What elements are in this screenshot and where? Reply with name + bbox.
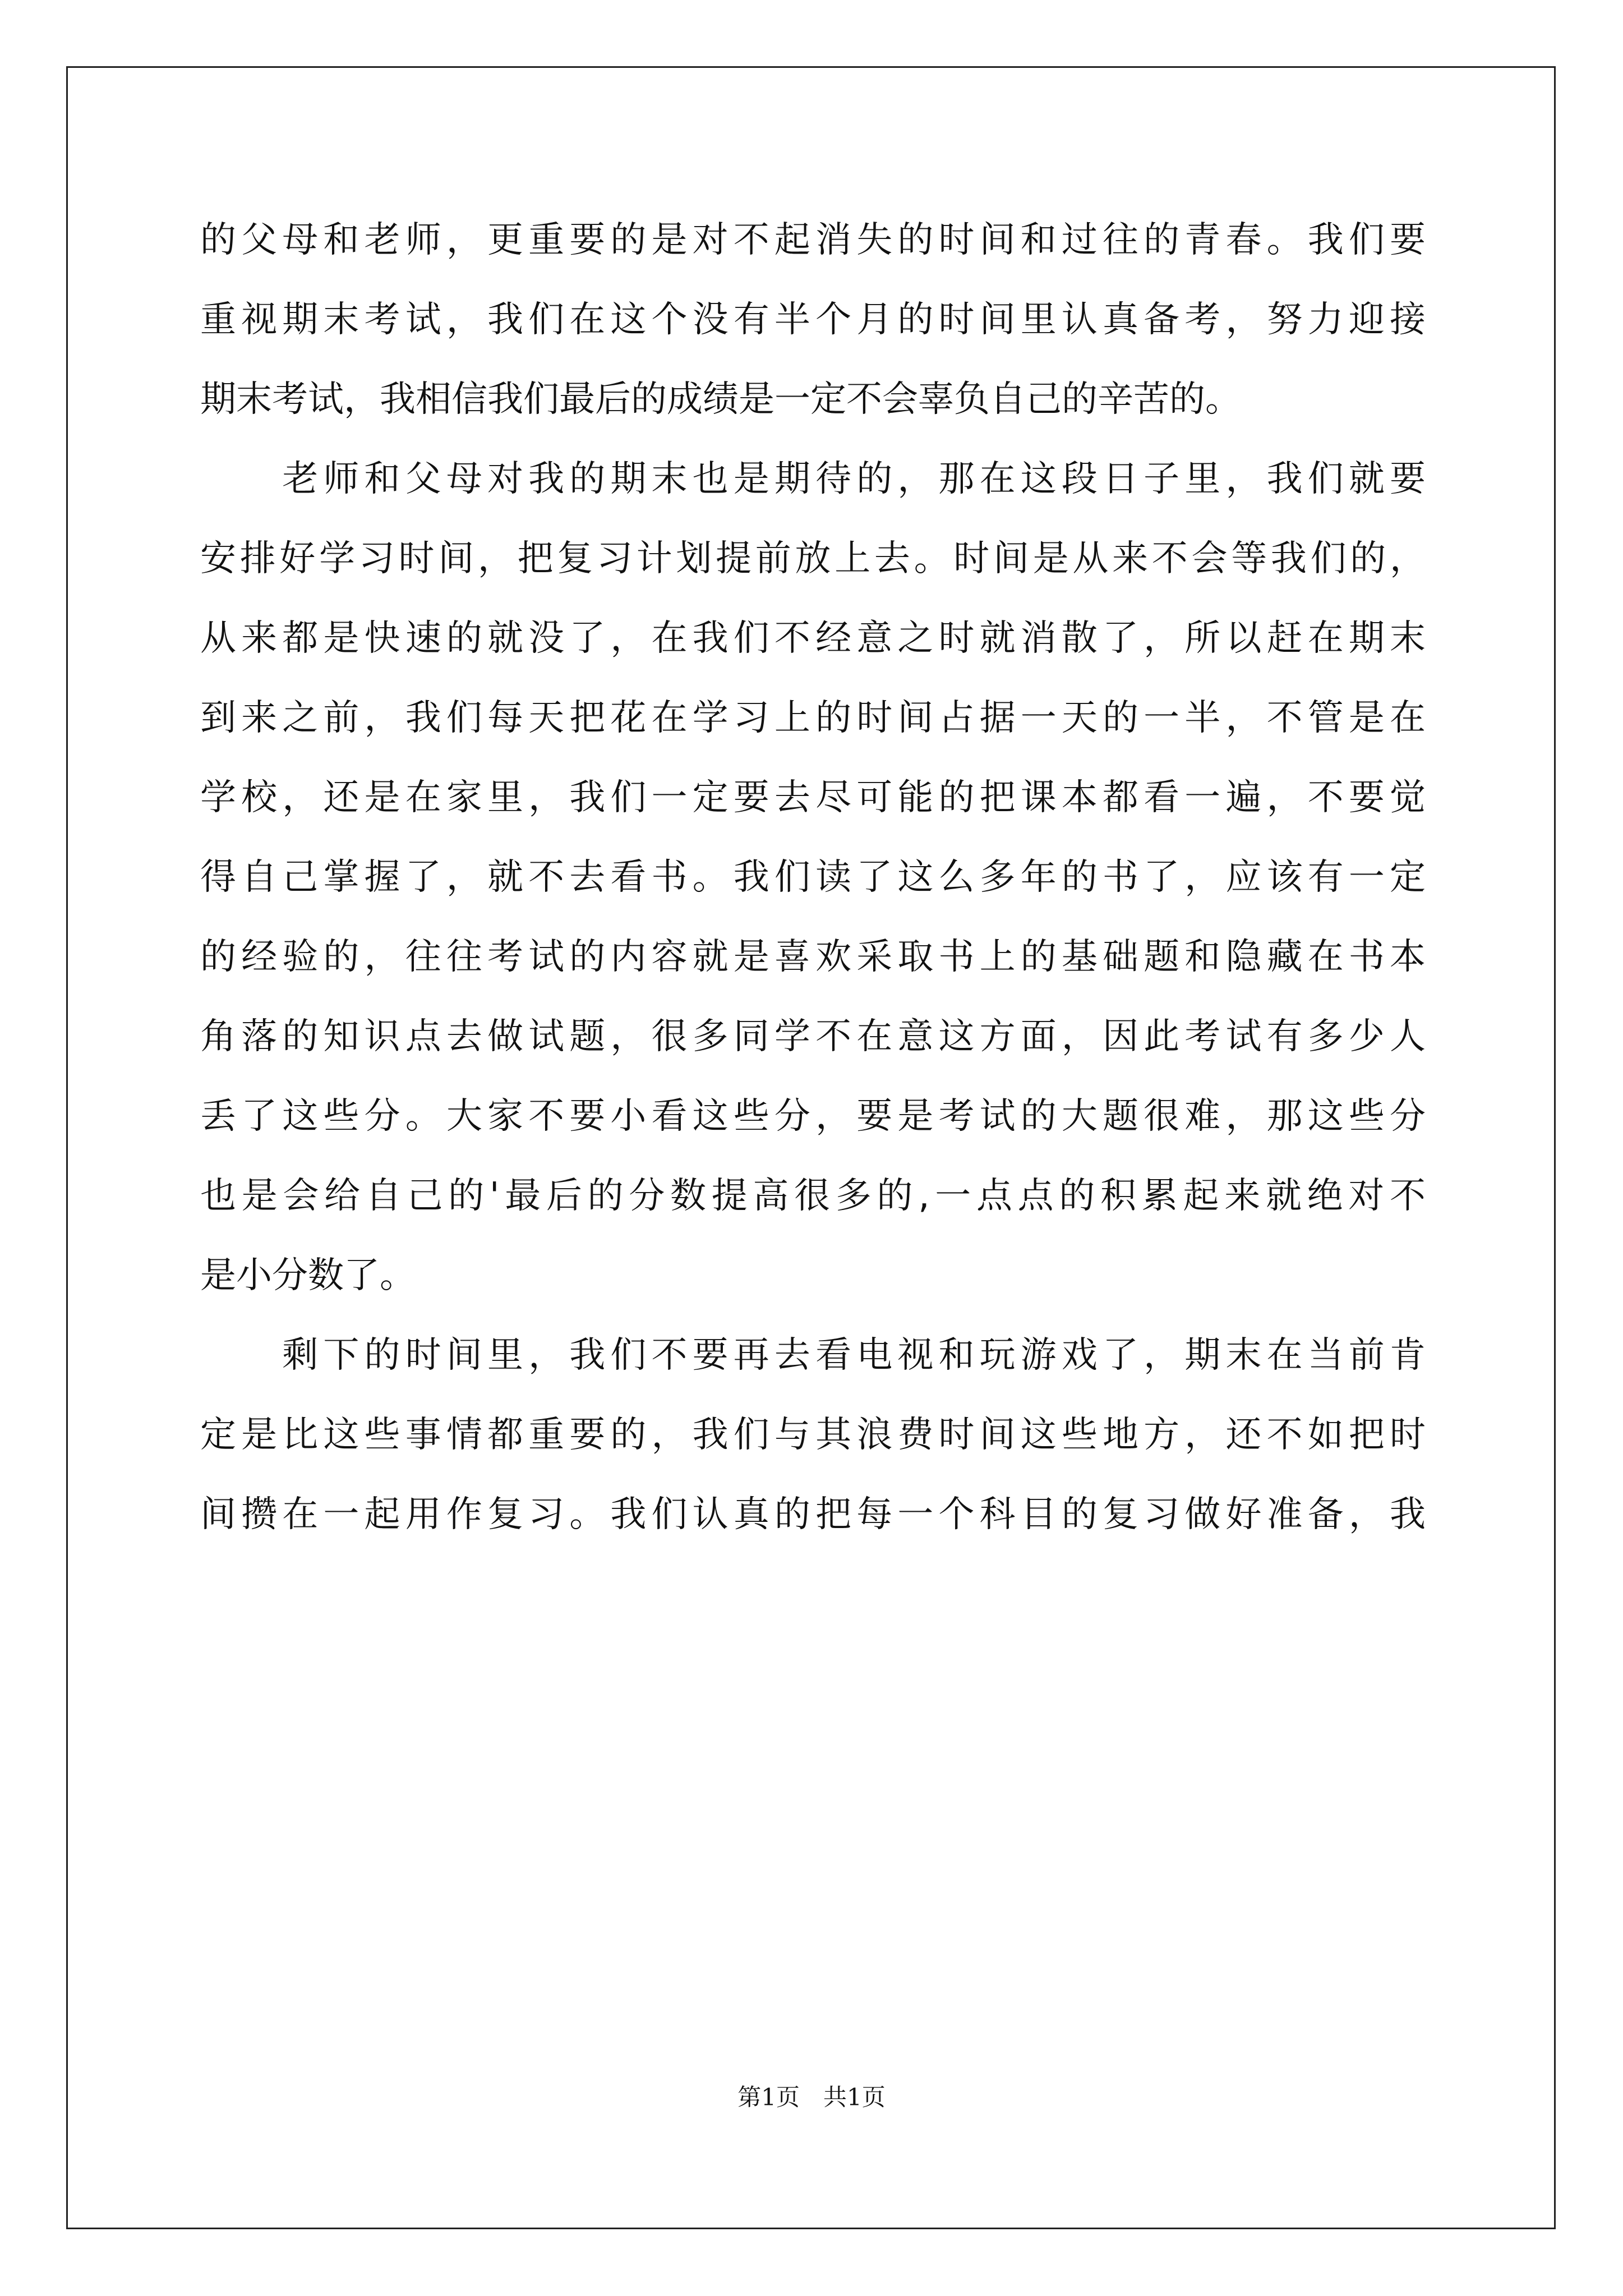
- text-line: 剩下的时间里，我们不要再去看电视和玩游戏了，期末在当前肯: [200, 1335, 1426, 1376]
- text-line: 安排好学习时间，把复习计划提前放上去。时间是从来不会等我们的，: [200, 538, 1426, 579]
- text-line: 的父母和老师，更重要的是对不起消失的时间和过往的青春。我们要: [200, 219, 1426, 261]
- text-line: 角落的知识点去做试题，很多同学不在意这方面，因此考试有多少人: [200, 1016, 1426, 1057]
- text-line: 是小分数了。: [200, 1255, 416, 1296]
- text-line: 也是会给自己的'最后的分数提高很多的,一点点的积累起来就绝对不: [200, 1175, 1426, 1217]
- text-line: 间攒在一起用作复习。我们认真的把每一个科目的复习做好准备，我: [200, 1494, 1426, 1535]
- text-line: 从来都是快速的就没了，在我们不经意之时就消散了，所以赶在期末: [200, 618, 1426, 659]
- text-line: 期末考试，我相信我们最后的成绩是一定不会辜负自己的辛苦的。: [200, 379, 1241, 420]
- text-line: 学校，还是在家里，我们一定要去尽可能的把课本都看一遍，不要觉: [200, 777, 1426, 818]
- text-line: 定是比这些事情都重要的，我们与其浪费时间这些地方，还不如把时: [200, 1414, 1426, 1456]
- text-line: 重视期末考试，我们在这个没有半个月的时间里认真备考，努力迎接: [200, 299, 1426, 341]
- text-line: 老师和父母对我的期末也是期待的，那在这段日子里，我们就要: [200, 458, 1426, 500]
- text-line: 得自己掌握了，就不去看书。我们读了这么多年的书了，应该有一定: [200, 857, 1426, 898]
- text-line: 到来之前，我们每天把花在学习上的时间占据一天的一半，不管是在: [200, 697, 1426, 739]
- document-body: [200, 213, 1426, 1567]
- text-line: 丢了这些分。大家不要小看这些分，要是考试的大题很难，那这些分: [200, 1096, 1426, 1137]
- text-line: 的经验的，往往考试的内容就是喜欢采取书上的基础题和隐藏在书本: [200, 936, 1426, 978]
- page-footer: 第1页 共1页: [737, 2083, 886, 2111]
